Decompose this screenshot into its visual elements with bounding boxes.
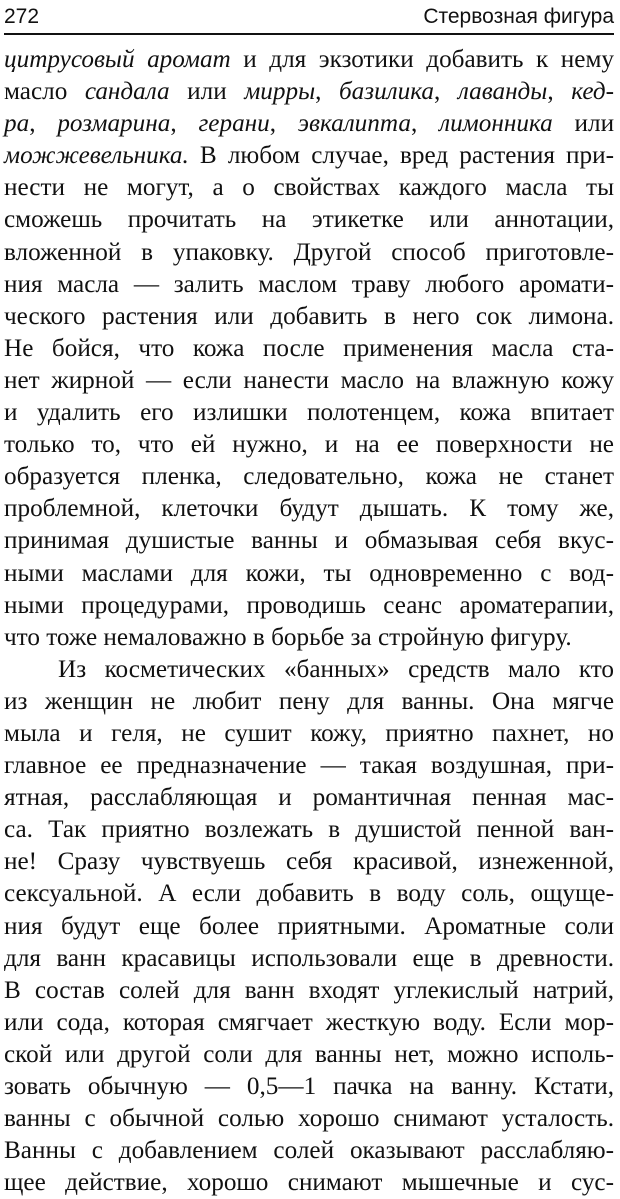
text-fragment: ния масла — залить маслом траву любого аромати-	[4, 270, 614, 298]
text-line	[4, 1135, 614, 1167]
text-fragment: са. Так приятно возлежать в душистой пенной ван-	[4, 816, 614, 844]
text-fragment: ,	[29, 110, 58, 138]
text-line	[4, 172, 614, 204]
text-fragment: не! Сразу чувствуешь себя красивой, изнеженной,	[4, 848, 614, 876]
text-fragment: ,	[547, 78, 572, 106]
text-fragment: и удалить его излишки полотенцем, кожа впитает	[4, 399, 614, 427]
text-line	[4, 1167, 614, 1199]
text-line	[4, 140, 614, 172]
italic-term: можжевельника.	[4, 142, 189, 170]
book-title: Стервозная фигура	[423, 5, 614, 28]
text-fragment: или сода, которая смягчает жесткую воду. Если мор-	[4, 1008, 614, 1036]
italic-term: эвкалипта	[297, 110, 411, 138]
italic-term: герани	[198, 110, 270, 138]
text-fragment: ными маслами для кожи, ты одновременно с вод-	[4, 559, 614, 587]
text-fragment: ,	[410, 110, 440, 138]
text-line	[4, 1007, 614, 1039]
text-line	[4, 558, 614, 590]
text-line	[4, 269, 614, 301]
text-fragment: ской или другой соли для ванны нет, можно исполь-	[4, 1040, 614, 1068]
text-fragment: из женщин не любит пену для ванны. Она мягче	[4, 687, 614, 715]
body-text	[4, 44, 614, 1199]
text-fragment: сможешь прочитать на этикетке или аннотации,	[4, 206, 614, 234]
text-line	[4, 975, 614, 1007]
italic-term: сандала	[84, 78, 170, 106]
italic-term: ра	[4, 110, 30, 138]
text-fragment: сексуальной. А если добавить в воду соль, ощуще-	[4, 880, 614, 908]
text-fragment: ния будут еще более приятными. Ароматные соли	[4, 912, 614, 940]
italic-term: розмарина	[57, 110, 171, 138]
italic-term: цитрусовый аромат	[4, 46, 231, 73]
text-fragment: мыла и геля, не сушит кожу, приятно пахнет, но	[4, 719, 614, 747]
text-line	[4, 429, 614, 461]
header-rule	[4, 33, 614, 35]
text-line	[4, 237, 614, 269]
italic-term: кед-	[571, 78, 615, 106]
text-line	[4, 750, 614, 782]
text-line	[4, 333, 614, 365]
text-line	[4, 301, 614, 333]
text-fragment: Ванны с добавлением солей оказывают расслабляю-	[4, 1137, 614, 1165]
text-line	[4, 814, 614, 846]
text-fragment: щее действие, хорошо снимают мышечные и сус-	[4, 1169, 614, 1197]
italic-term: базилика	[338, 78, 434, 106]
text-fragment: ятная, расслабляющая и романтичная пенная мас-	[4, 784, 614, 812]
text-line	[4, 204, 614, 236]
text-fragment: для ванн красавицы использовали еще в древности.	[4, 944, 614, 972]
text-fragment: образуется пленка, следовательно, кожа не станет	[4, 463, 614, 491]
text-fragment: масло	[4, 78, 85, 106]
text-line	[4, 525, 614, 557]
text-fragment: что тоже немаловажно в борьбе за стройную фигуру.	[4, 623, 572, 651]
text-fragment: ,	[170, 110, 199, 138]
italic-term: мирры	[244, 78, 316, 106]
text-fragment: В состав солей для ванн входят углекислый натрий,	[4, 976, 614, 1004]
text-line	[4, 622, 614, 654]
text-fragment: и для экзотики добавить к нему	[230, 46, 614, 73]
text-fragment: ,	[269, 110, 298, 138]
text-line	[4, 590, 614, 622]
text-line	[4, 878, 614, 910]
text-fragment: В любом случае, вред растения при-	[188, 142, 614, 170]
text-line	[4, 911, 614, 943]
text-line	[4, 365, 614, 397]
text-fragment: нести не могут, а о свойствах каждого масла ты	[4, 174, 614, 202]
text-fragment: принимая душистые ванны и обмазывая себя вкус-	[4, 527, 614, 555]
running-head	[4, 2, 614, 32]
text-fragment: ,	[434, 78, 458, 106]
text-line	[4, 461, 614, 493]
text-line	[4, 943, 614, 975]
text-fragment: или	[552, 110, 615, 138]
text-fragment: главное ее предназначение — такая воздушная, при-	[4, 752, 614, 780]
text-fragment: проблемной, клеточки будут дышать. К тому же,	[4, 495, 614, 523]
text-fragment: зовать обычную — 0,5—1 пачка на ванну. Кстати,	[4, 1073, 614, 1100]
text-fragment: ванны с обычной солью хорошо снимают усталость.	[4, 1105, 614, 1133]
page-number: 272	[4, 5, 40, 28]
text-line	[4, 397, 614, 429]
text-line	[4, 1103, 614, 1135]
italic-term: лимонника	[439, 110, 553, 138]
text-fragment: Из косметических «банных» средств мало кто	[58, 655, 614, 683]
italic-term: лаванды	[457, 78, 548, 106]
text-fragment: нет жирной — если нанести масло на влажную кожу	[4, 366, 614, 394]
text-fragment: вложенной в упаковку. Другой способ приготовле-	[4, 238, 614, 266]
text-line	[4, 108, 614, 140]
text-line	[4, 44, 614, 76]
text-line	[4, 686, 614, 718]
text-line	[4, 1039, 614, 1071]
text-line	[4, 846, 614, 878]
text-line	[4, 654, 614, 686]
text-line	[4, 718, 614, 750]
text-fragment: ческого растения или добавить в него сок лимона.	[4, 302, 614, 330]
text-fragment: или	[169, 78, 245, 106]
text-line	[4, 493, 614, 525]
text-line	[4, 782, 614, 814]
text-fragment: Не бойся, что кожа после применения масла ста-	[4, 334, 614, 362]
text-fragment: ,	[315, 78, 339, 106]
text-fragment: только то, что ей нужно, и на ее поверхности не	[4, 431, 614, 459]
text-line	[4, 76, 614, 108]
text-fragment: ными процедурами, проводишь сеанс ароматерапии,	[4, 591, 614, 619]
